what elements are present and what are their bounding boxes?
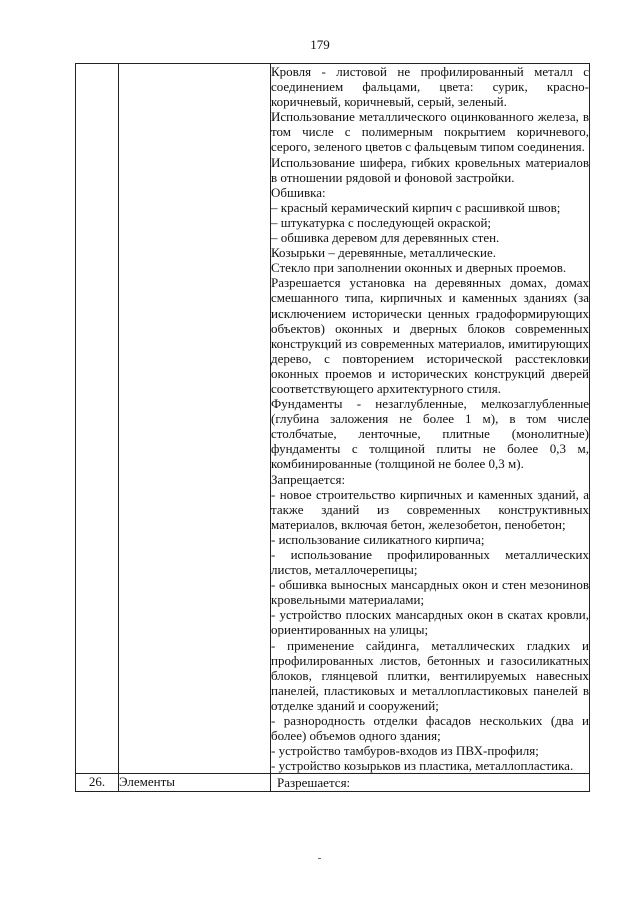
requirements-cell xyxy=(271,64,590,774)
paragraph: - новое строительство кирпичных и каменных зданий, а также зданий из современных конструктивных материалов, включая бетон, железобетон, пенобетон; xyxy=(271,486,589,532)
paragraph: Стекло при заполнении оконных и дверных проемов. xyxy=(271,260,567,276)
element-name-cell xyxy=(119,64,271,774)
paragraph: Использование шифера, гибких кровельных материалов в отношении рядовой и фоновой застройки. xyxy=(271,154,589,185)
paragraph: - использование профилированных металлических листов, металлочерепицы; xyxy=(271,547,589,578)
paragraph: - обшивка выносных мансардных окон и стен мезонинов кровельными материалами; xyxy=(271,577,589,608)
paragraph: - устройство плоских мансардных окон в скатах кровли, ориентированных на улицы; xyxy=(271,607,589,638)
paragraph: Обшивка: xyxy=(271,184,326,200)
paragraph: Фундаменты - незаглубленные, мелкозаглубленные (глубина заложения не более 1 м), в том числе столбчатые, ленточные, плитные (монолитные) фундаменты с толщиной плиты не более 0,3 м, комбинированные (толщиной не более 0,3 м). xyxy=(271,396,589,472)
row-number-cell: 26. xyxy=(76,774,119,791)
paragraph: - использование силикатного кирпича; xyxy=(271,531,485,547)
regulations-table xyxy=(75,63,590,792)
table-row xyxy=(76,774,590,791)
paragraph: Кровля - листовой не профилированный металл с соединением фальцами, цвета: сурик, красно-коричневый, коричневый, серый, зеленый. xyxy=(271,64,589,110)
paragraph: - устройство тамбуров-входов из ПВХ-профиля; xyxy=(271,743,539,759)
paragraph: – красный керамический кирпич с расшивкой швов; xyxy=(271,199,561,215)
page-number: 179 xyxy=(310,37,330,52)
paragraph: – штукатурка с последующей окраской; xyxy=(271,214,492,230)
paragraph: – обшивка деревом для деревянных стен. xyxy=(271,230,500,246)
table-row xyxy=(76,64,590,774)
scan-mark xyxy=(318,858,321,859)
paragraph: - применение сайдинга, металлических гладких и профилированных листов, бетонных и газосиликатных блоков, глянцевой плитки, вентилируемых навесных панелей, пластиковых и металлопластиковых панелей в отделке зданий и сооружений; xyxy=(271,637,589,713)
element-name-cell: Элементы xyxy=(119,774,271,791)
row-number-cell xyxy=(76,64,119,774)
requirements-cell: Разрешается: xyxy=(271,774,590,791)
paragraph: Использование металлического оцинкованного железа, в том числе с полимерным покрытием коричневого, серого, зеленого цветов с фальцевым типом соединения. xyxy=(271,109,589,155)
paragraph: Запрещается: xyxy=(271,471,346,487)
paragraph: Разрешается установка на деревянных домах, домах смешанного типа, кирпичных и каменных зданиях (за исключением исторически ценных градоформирующих объектов) оконных и дверных блоков современных конструкций из современных материалов, имитирующих дерево, с повторением исторической расстекловки оконных проемов и исторических конструкций дверей соответствующего архитектурного стиля. xyxy=(271,275,589,396)
paragraph: - устройство козырьков из пластика, металлопластика. xyxy=(271,758,574,774)
paragraph: Козырьки – деревянные, металлические. xyxy=(271,245,496,261)
paragraph: - разнородность отделки фасадов нескольких (два и более) объемов одного здания; xyxy=(271,713,589,744)
